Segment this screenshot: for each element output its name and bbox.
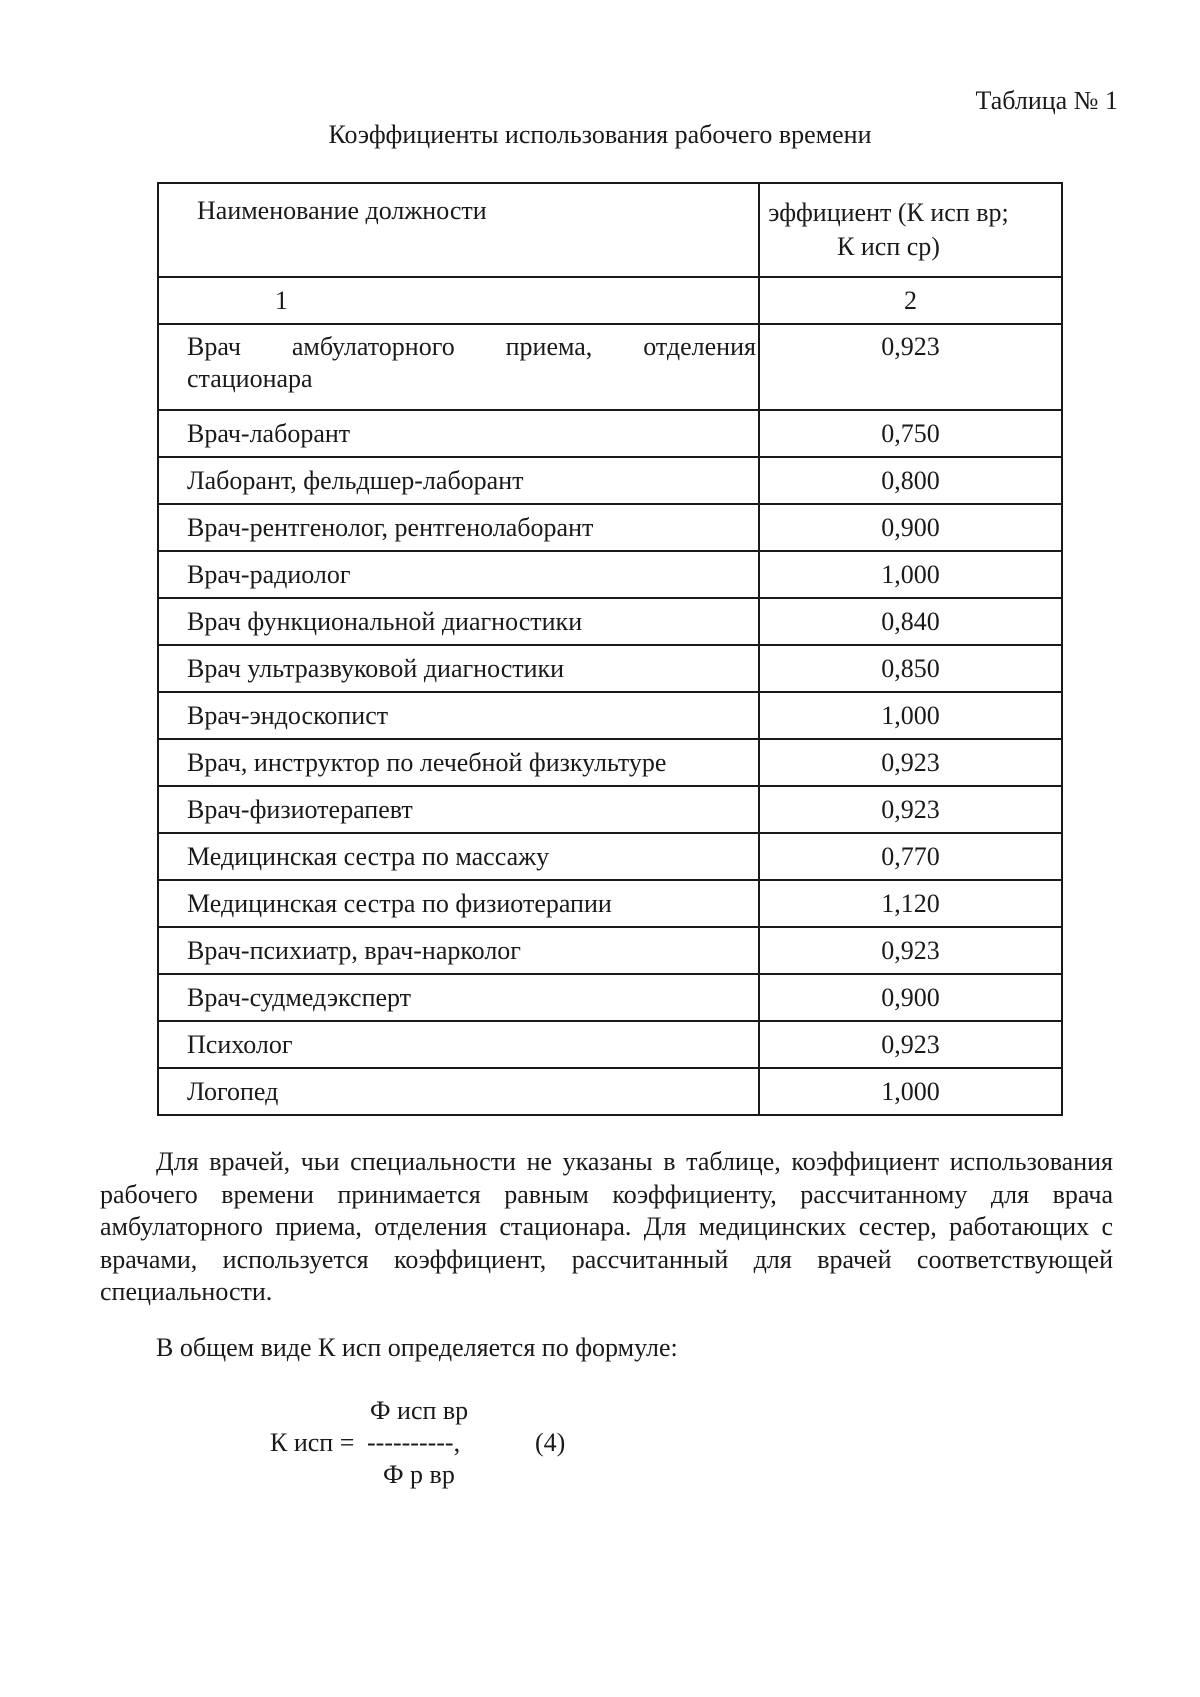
table-row: [158, 692, 1062, 739]
position-name: Врач-лаборант: [158, 410, 759, 457]
table-row: [158, 504, 1062, 551]
table-row: [158, 457, 1062, 504]
table-row: [158, 833, 1062, 880]
formula-denominator: Ф р вр: [383, 1460, 455, 1489]
coefficient-value: 0,900: [759, 504, 1062, 551]
table-row: [158, 927, 1062, 974]
table-title: Коэффициенты использования рабочего времени: [328, 120, 872, 149]
table-row: [158, 551, 1062, 598]
coefficient-value: 1,120: [759, 880, 1062, 927]
table-row: [158, 598, 1062, 645]
formula-intro: В общем виде К исп определяется по формуле:: [156, 1333, 678, 1362]
position-name: Врач-физиотерапевт: [158, 786, 759, 833]
table-row: [158, 645, 1062, 692]
position-name: Врач ультразвуковой диагностики: [158, 645, 759, 692]
coefficient-value: 0,923: [759, 739, 1062, 786]
position-name: Врач-рентгенолог, рентгенолаборант: [158, 504, 759, 551]
position-name-line2: стационара: [187, 364, 313, 393]
coefficient-value: 1,000: [759, 692, 1062, 739]
table-row: [158, 880, 1062, 927]
formula-numerator: Ф исп вр: [370, 1396, 469, 1425]
coefficient-value: 0,750: [759, 410, 1062, 457]
column-number-2: 2: [759, 277, 1062, 324]
position-name: Логопед: [158, 1068, 759, 1115]
position-name-line1: Врач амбулаторного приема, отделения: [187, 332, 756, 361]
table-row: [158, 786, 1062, 833]
column-number-1: 1: [158, 277, 759, 324]
coefficient-value: 0,840: [759, 598, 1062, 645]
formula-lhs: К исп =: [270, 1428, 355, 1457]
table-row: [158, 410, 1062, 457]
note-paragraph: Для врачей, чьи специальности не указаны в таблице, коэффициент использования рабочего времени принимается равным коэффициенту, рассчитанному для врача амбулаторного приема, отделения стационара. Для медицинских сестер, работающих с врачами, используется коэффициент, рассчитанный для врачей соответствующей специальности.: [100, 1147, 1113, 1306]
position-name: Лаборант, фельдшер-лаборант: [158, 457, 759, 504]
column-number-row: [158, 277, 1062, 324]
coefficient-value: 1,000: [759, 551, 1062, 598]
table-row: [158, 739, 1062, 786]
table-row: [158, 324, 1062, 410]
table-row: [158, 1021, 1062, 1068]
table-header-row: [158, 183, 1062, 277]
header-coefficient-line2: К исп ср): [837, 232, 940, 261]
header-position-name: Наименование должности: [158, 183, 759, 277]
position-name: Медицинская сестра по физиотерапии: [158, 880, 759, 927]
table-label: Таблица № 1: [975, 86, 1118, 115]
position-name: Врач-радиолог: [158, 551, 759, 598]
header-coefficient-line1: эффициент (К исп вр;: [768, 198, 1009, 227]
coefficient-value: 0,923: [759, 927, 1062, 974]
position-name: Медицинская сестра по массажу: [158, 833, 759, 880]
coefficients-table: [157, 182, 1063, 1116]
position-name: Врач-судмедэксперт: [158, 974, 759, 1021]
coefficient-value: 0,923: [759, 1021, 1062, 1068]
coefficient-value: 1,000: [759, 1068, 1062, 1115]
coefficient-value: 0,800: [759, 457, 1062, 504]
position-name: [158, 324, 759, 410]
table-row: [158, 1068, 1062, 1115]
formula-fraction-line: ----------,: [367, 1428, 461, 1457]
header-coefficient: [759, 183, 1062, 277]
coefficient-value: 0,900: [759, 974, 1062, 1021]
position-name: Врач-эндоскопист: [158, 692, 759, 739]
coefficient-value: 0,923: [759, 786, 1062, 833]
table-row: [158, 974, 1062, 1021]
coefficient-value: 0,770: [759, 833, 1062, 880]
coefficient-value: 0,923: [759, 324, 1062, 410]
coefficient-value: 0,850: [759, 645, 1062, 692]
position-name: Психолог: [158, 1021, 759, 1068]
position-name: Врач, инструктор по лечебной физкультуре: [158, 739, 759, 786]
formula-reference: (4): [535, 1428, 566, 1457]
position-name: Врач-психиатр, врач-нарколог: [158, 927, 759, 974]
position-name: Врач функциональной диагностики: [158, 598, 759, 645]
